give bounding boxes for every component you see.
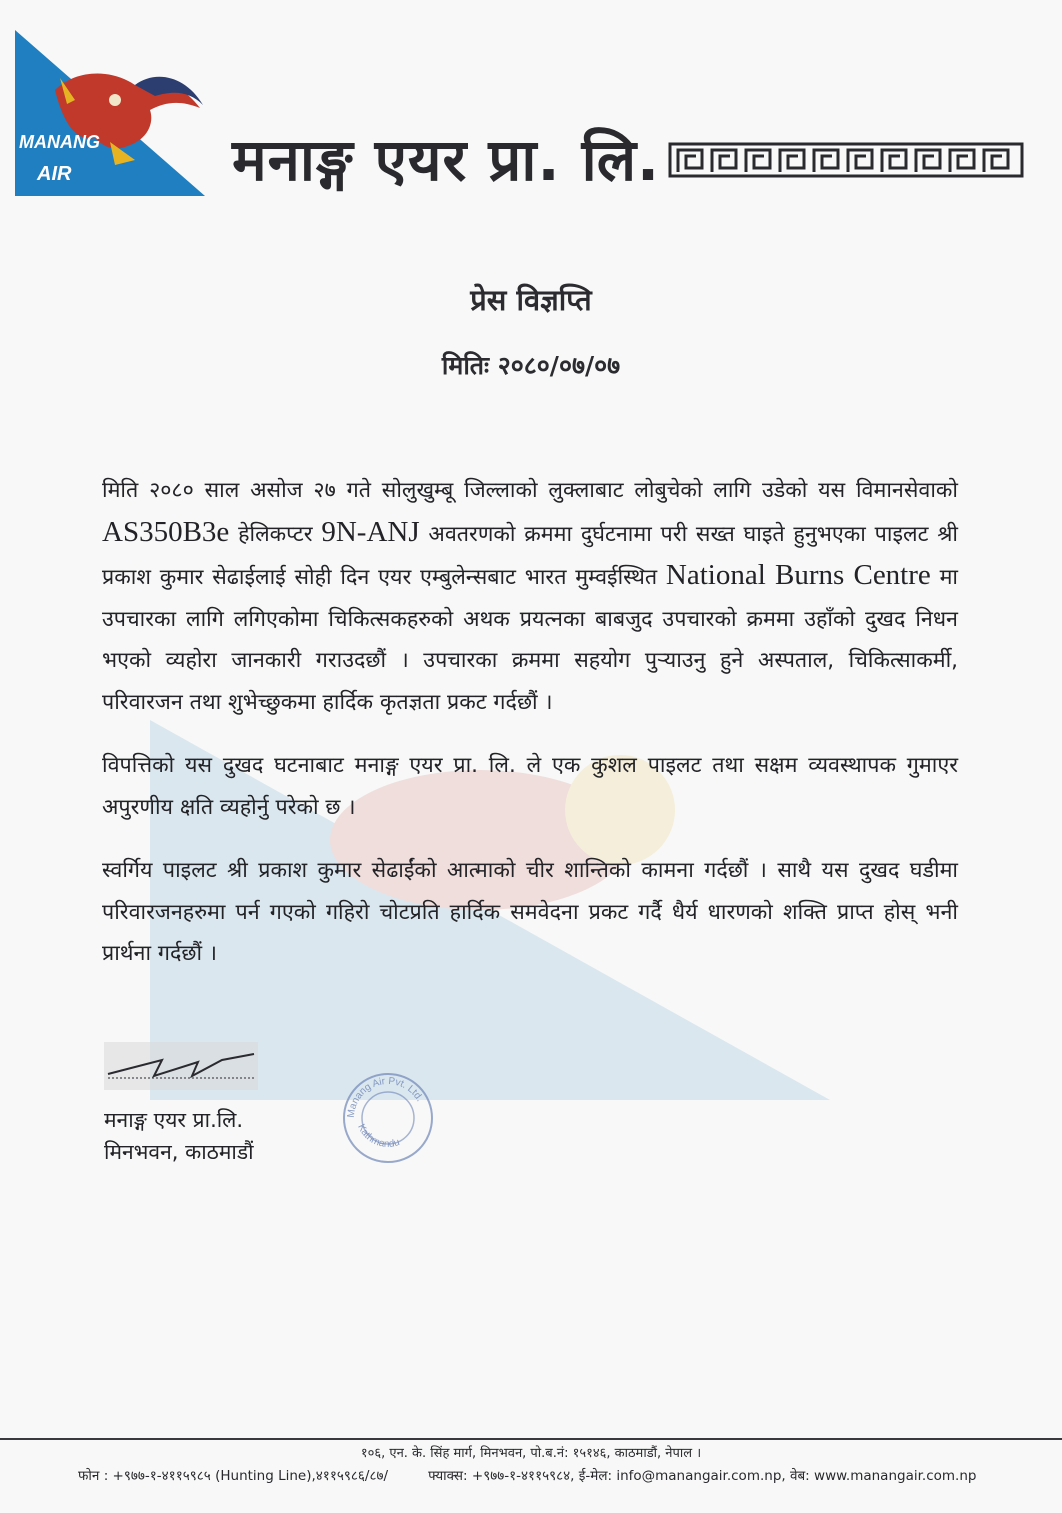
signatory-location: मिनभवन, काठमाडौं <box>104 1140 254 1164</box>
footer-phone: फोन : +९७७-१-४११५९८५ (Hunting Line),४११५९८६/८७/ <box>78 1468 389 1484</box>
hospital-name: National Burns Centre <box>665 559 931 591</box>
logo-text-manang: MANANG <box>19 132 100 152</box>
p1-text-a: मिति २०८० साल असोज २७ गते सोलुखुम्बू जिल्लाको लुक्लाबाट लोबुचेको लागि उडेको यस विमानसेवाको <box>102 478 958 503</box>
p1-text-b: हेलिकप्टर <box>229 521 322 547</box>
company-title: मनाङ्ग एयर प्रा. लि. <box>232 126 661 194</box>
press-release-body <box>102 470 958 997</box>
paragraph-3: स्वर्गिय पाइलट श्री प्रकाश कुमार सेढाईंको आत्माको चीर शान्तिको कामना गर्दछौं । साथै यस दुखद घडीमा परिवारजनहरुमा पर्न गएको गहिरो चोटप्रति हार्दिक समवेदना प्रकट गर्दै धैर्य धारणको शक्ति प्राप्त होस् भनी प्रार्थना गर्दछौं । <box>102 858 958 966</box>
signatory-org: मनाङ्ग एयर प्रा.लि. <box>104 1108 244 1132</box>
footer-contact-line <box>78 1466 976 1484</box>
paragraph-1 <box>102 470 958 723</box>
aircraft-model: AS350B3e <box>102 515 230 548</box>
footer-fax-email-web: फ्याक्स: +९७७-१-४११५९८४, ई-मेल: info@manangair.com.np, वेब: www.manangair.com.np <box>428 1468 977 1484</box>
paragraph-2: विपत्तिको यस दुखद घटनाबाट मनाङ्ग एयर प्रा. लि. ले एक कुशल पाइलट तथा सक्षम व्यवस्थापक गुमाएर अपुरणीय क्षति व्यहोर्नु परेको छ । <box>102 753 958 820</box>
document-date: मितिः २०८०/०७/०७ <box>441 351 621 380</box>
logo-text-air: AIR <box>37 163 72 185</box>
signatory-block <box>104 1104 254 1168</box>
footer-address: १०६, एन. के. सिंह मार्ग, मिनभवन, पो.ब.नं: १५१४६, काठमाडौं, नेपाल । <box>360 1446 702 1461</box>
svg-text:Kathmandu <box>355 1122 401 1149</box>
greek-key-ornament <box>668 142 1024 178</box>
seal-text-bottom: Kathmandu <box>355 1122 402 1150</box>
aircraft-registration: 9N-ANJ <box>321 515 420 548</box>
company-seal <box>340 1070 436 1166</box>
p1-text-d: मा उपचारका लागि लगिएकोमा चिकित्सकहरुको अथक प्रयत्नका बाबजुद उपचारको क्रममा उहाँको दुखद निधन भएको व्यहोरा जानकारी गराउदछौं । उपचारका क्रममा सहयोग पुऱ्याउनु हुने अस्पताल, चिकित्साकर्मी, परिवारजन तथा शुभेच्छुकमा हार्दिक कृतज्ञता प्रकट गर्दछौं । <box>102 565 959 715</box>
p1-text-c: अवतरणको क्रममा दुर्घटनामा परी सख्त घाइते हुनुभएका पाइलट श्री प्रकाश कुमार सेढाईलाई सोही दिन एयर एम्बुलेन्सबाट भारत मुम्वईस्थित <box>102 521 959 590</box>
manang-air-logo <box>15 30 205 196</box>
footer-rule <box>0 1438 1062 1440</box>
handwritten-signature <box>104 1042 258 1090</box>
seal-text-top: Manang Air Pvt. Ltd. <box>345 1075 426 1119</box>
document-heading: प्रेस विज्ञप्ति <box>470 283 592 317</box>
